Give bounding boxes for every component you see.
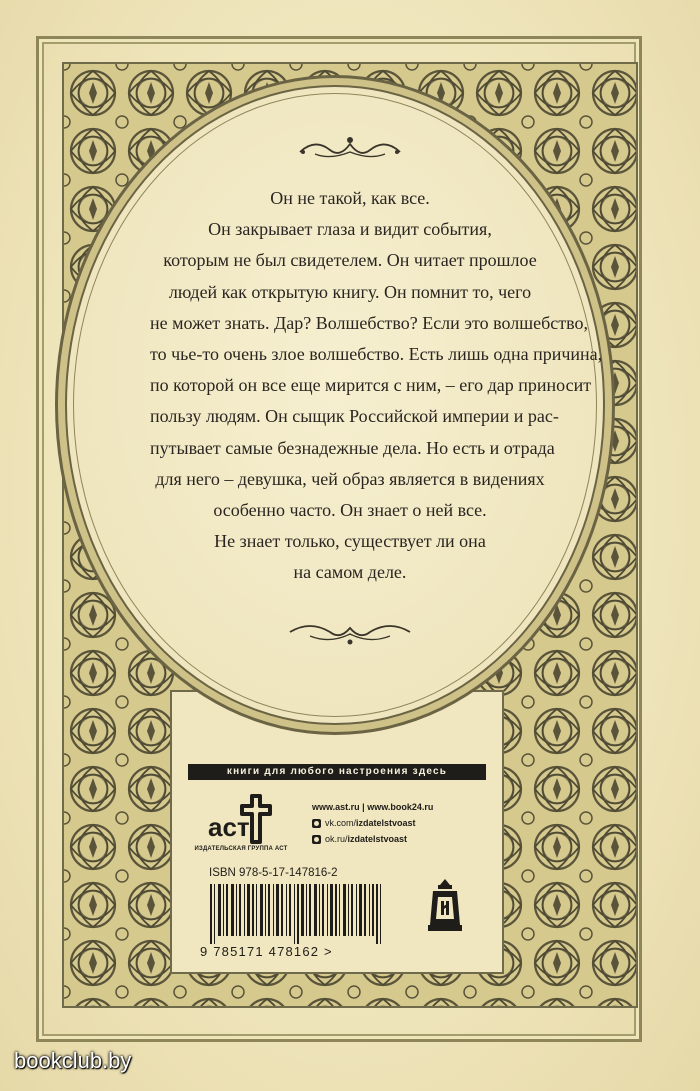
blurb-line: на самом деле. (293, 562, 407, 583)
publisher-subtitle: ИЗДАТЕЛЬСКАЯ ГРУППА АСТ (194, 846, 288, 852)
ok-row (312, 831, 502, 847)
barcode-icon (210, 884, 385, 944)
blurb-line: то чье-то очень злое волшебство. Есть лишь одна причина, (150, 344, 603, 365)
lantern-imprint-icon (428, 877, 462, 935)
vk-handle[interactable]: izdatelstvoast (356, 818, 416, 828)
top-flourish-icon (295, 130, 405, 164)
blurb-line: для него – девушка, чей образ является в видениях (155, 468, 545, 489)
ok-icon (312, 835, 321, 844)
blurb-line: по которой он все еще мирится с ним, – его дар приносит (150, 375, 592, 396)
watermark: bookclub.by (14, 1048, 132, 1073)
vk-row (312, 815, 502, 831)
vk-icon (312, 819, 321, 828)
bottom-flourish-icon (285, 618, 415, 648)
slogan-banner: книги для любого настроения здесь (188, 764, 486, 780)
barcode-number: 9 785171 478162 > (200, 944, 333, 959)
blurb-line: которым не был свидетелем. Он читает прошлое (163, 250, 537, 271)
vk-prefix[interactable]: vk.com/ (325, 818, 357, 828)
logo-text: аст (208, 812, 250, 842)
blurb-line: Он закрывает глаза и видит события, (208, 219, 492, 240)
isbn-text: ISBN 978-5-17-147816-2 (209, 867, 338, 879)
blurb-line: не может знать. Дар? Волшебство? Если это волшебство, (150, 312, 589, 333)
blurb-line: людей как открытую книгу. Он помнит то, чего (168, 281, 532, 302)
annotation-text (150, 183, 603, 589)
sites-link[interactable]: www.ast.ru | www.book24.ru (312, 802, 434, 812)
blurb-line: особенно часто. Он знает о ней все. (213, 500, 487, 521)
blurb-line: Он не такой, как все. (270, 188, 430, 208)
ast-logo-icon (200, 790, 280, 850)
ok-handle[interactable]: izdatelstvoast (347, 834, 408, 844)
sites-row (312, 799, 502, 815)
ok-prefix[interactable]: ok.ru/ (325, 834, 348, 844)
publisher-links (312, 799, 502, 847)
blurb-line: путывает самые безнадежные дела. Но есть и отрада (150, 437, 555, 458)
blurb-line: Не знает только, существует ли она (214, 531, 486, 552)
blurb-line: пользу людям. Он сыщик Российской империи и рас- (150, 406, 559, 427)
